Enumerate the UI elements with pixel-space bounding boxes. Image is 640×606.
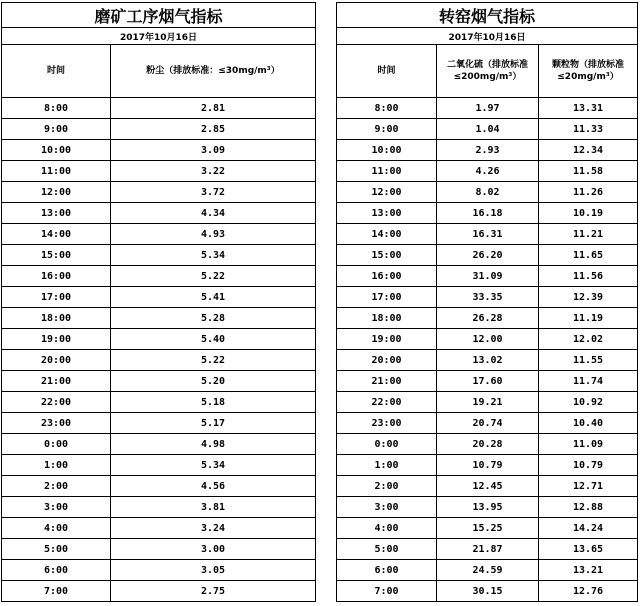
kiln-time-cell: 12:00 bbox=[337, 182, 437, 203]
kiln-time-cell: 8:00 bbox=[337, 98, 437, 119]
grinding-time-cell: 12:00 bbox=[2, 182, 111, 203]
grinding-col-dust-header: 粉尘（排放标准：≤30mg/m³） bbox=[111, 45, 316, 98]
kiln-pm-cell: 10.40 bbox=[539, 413, 638, 434]
grinding-table-row bbox=[2, 98, 316, 119]
grinding-time-cell: 19:00 bbox=[2, 329, 111, 350]
kiln-table-row bbox=[337, 308, 638, 329]
kiln-pm-cell: 11.65 bbox=[539, 245, 638, 266]
kiln-pm-cell: 11.55 bbox=[539, 350, 638, 371]
kiln-pm-cell: 11.21 bbox=[539, 224, 638, 245]
grinding-dust-cell: 2.85 bbox=[111, 119, 316, 140]
grinding-dust-cell: 4.34 bbox=[111, 203, 316, 224]
grinding-table-row bbox=[2, 518, 316, 539]
grinding-dust-cell: 5.18 bbox=[111, 392, 316, 413]
kiln-so2-cell: 12.00 bbox=[437, 329, 539, 350]
kiln-table-row bbox=[337, 350, 638, 371]
kiln-pm-cell: 11.09 bbox=[539, 434, 638, 455]
kiln-table-row bbox=[337, 329, 638, 350]
grinding-table-date: 2017年10月16日 bbox=[2, 28, 316, 45]
kiln-pm-cell: 13.65 bbox=[539, 539, 638, 560]
grinding-time-cell: 23:00 bbox=[2, 413, 111, 434]
grinding-table-row bbox=[2, 182, 316, 203]
kiln-emissions-table bbox=[336, 2, 638, 602]
grinding-time-cell: 16:00 bbox=[2, 266, 111, 287]
grinding-time-cell: 17:00 bbox=[2, 287, 111, 308]
kiln-pm-cell: 11.56 bbox=[539, 266, 638, 287]
grinding-table-row bbox=[2, 392, 316, 413]
kiln-so2-cell: 26.20 bbox=[437, 245, 539, 266]
grinding-table-row bbox=[2, 350, 316, 371]
kiln-pm-cell: 10.92 bbox=[539, 392, 638, 413]
grinding-table-row bbox=[2, 329, 316, 350]
grinding-table-row bbox=[2, 287, 316, 308]
kiln-so2-cell: 17.60 bbox=[437, 371, 539, 392]
kiln-table-title: 转窑烟气指标 bbox=[337, 3, 638, 28]
kiln-table-row bbox=[337, 287, 638, 308]
grinding-table-row bbox=[2, 413, 316, 434]
grinding-time-cell: 0:00 bbox=[2, 434, 111, 455]
grinding-time-cell: 1:00 bbox=[2, 455, 111, 476]
kiln-table-row bbox=[337, 119, 638, 140]
kiln-pm-cell: 12.71 bbox=[539, 476, 638, 497]
kiln-pm-cell: 10.79 bbox=[539, 455, 638, 476]
kiln-so2-cell: 33.35 bbox=[437, 287, 539, 308]
kiln-time-cell: 10:00 bbox=[337, 140, 437, 161]
grinding-dust-cell: 5.22 bbox=[111, 266, 316, 287]
kiln-so2-cell: 16.31 bbox=[437, 224, 539, 245]
kiln-time-cell: 19:00 bbox=[337, 329, 437, 350]
grinding-time-cell: 11:00 bbox=[2, 161, 111, 182]
kiln-time-cell: 20:00 bbox=[337, 350, 437, 371]
grinding-time-cell: 14:00 bbox=[2, 224, 111, 245]
grinding-time-cell: 13:00 bbox=[2, 203, 111, 224]
kiln-so2-cell: 20.74 bbox=[437, 413, 539, 434]
grinding-time-cell: 2:00 bbox=[2, 476, 111, 497]
grinding-time-cell: 7:00 bbox=[2, 581, 111, 602]
kiln-so2-cell: 30.15 bbox=[437, 581, 539, 602]
kiln-table-row bbox=[337, 560, 638, 581]
grinding-table-row bbox=[2, 560, 316, 581]
kiln-so2-cell: 21.87 bbox=[437, 539, 539, 560]
grinding-time-cell: 22:00 bbox=[2, 392, 111, 413]
grinding-table-row bbox=[2, 476, 316, 497]
grinding-dust-cell: 3.09 bbox=[111, 140, 316, 161]
kiln-so2-cell: 10.79 bbox=[437, 455, 539, 476]
kiln-pm-cell: 13.31 bbox=[539, 98, 638, 119]
kiln-time-cell: 2:00 bbox=[337, 476, 437, 497]
kiln-so2-cell: 19.21 bbox=[437, 392, 539, 413]
kiln-col-pm-header: 颗粒物（排放标准≤20mg/m³） bbox=[539, 45, 638, 98]
kiln-so2-cell: 1.97 bbox=[437, 98, 539, 119]
grinding-table-row bbox=[2, 539, 316, 560]
grinding-table-row bbox=[2, 224, 316, 245]
grinding-time-cell: 6:00 bbox=[2, 560, 111, 581]
grinding-time-cell: 5:00 bbox=[2, 539, 111, 560]
grinding-table-row bbox=[2, 371, 316, 392]
grinding-dust-cell: 5.34 bbox=[111, 455, 316, 476]
grinding-table-row bbox=[2, 203, 316, 224]
kiln-pm-cell: 12.39 bbox=[539, 287, 638, 308]
grinding-time-cell: 8:00 bbox=[2, 98, 111, 119]
kiln-table-row bbox=[337, 392, 638, 413]
grinding-time-cell: 15:00 bbox=[2, 245, 111, 266]
grinding-time-cell: 18:00 bbox=[2, 308, 111, 329]
grinding-table-row bbox=[2, 266, 316, 287]
kiln-table-row bbox=[337, 371, 638, 392]
kiln-pm-cell: 11.33 bbox=[539, 119, 638, 140]
kiln-time-cell: 16:00 bbox=[337, 266, 437, 287]
kiln-pm-cell: 10.19 bbox=[539, 203, 638, 224]
kiln-so2-cell: 31.09 bbox=[437, 266, 539, 287]
kiln-so2-cell: 24.59 bbox=[437, 560, 539, 581]
kiln-col-so2-header: 二氧化硫（排放标准≤200mg/m³） bbox=[437, 45, 539, 98]
kiln-table-row bbox=[337, 539, 638, 560]
kiln-table-row bbox=[337, 518, 638, 539]
kiln-table-row bbox=[337, 581, 638, 602]
grinding-table-row bbox=[2, 140, 316, 161]
grinding-dust-cell: 5.28 bbox=[111, 308, 316, 329]
kiln-time-cell: 13:00 bbox=[337, 203, 437, 224]
grinding-dust-cell: 5.20 bbox=[111, 371, 316, 392]
kiln-pm-cell: 12.76 bbox=[539, 581, 638, 602]
kiln-table-row bbox=[337, 434, 638, 455]
grinding-time-cell: 10:00 bbox=[2, 140, 111, 161]
kiln-table-row bbox=[337, 455, 638, 476]
kiln-table-row bbox=[337, 98, 638, 119]
kiln-pm-cell: 12.02 bbox=[539, 329, 638, 350]
kiln-so2-cell: 20.28 bbox=[437, 434, 539, 455]
kiln-time-cell: 23:00 bbox=[337, 413, 437, 434]
kiln-so2-cell: 15.25 bbox=[437, 518, 539, 539]
grinding-time-cell: 3:00 bbox=[2, 497, 111, 518]
kiln-table-row bbox=[337, 266, 638, 287]
kiln-time-cell: 18:00 bbox=[337, 308, 437, 329]
kiln-time-cell: 9:00 bbox=[337, 119, 437, 140]
grinding-dust-cell: 4.93 bbox=[111, 224, 316, 245]
kiln-table-row bbox=[337, 182, 638, 203]
grinding-table-row bbox=[2, 497, 316, 518]
kiln-so2-cell: 13.95 bbox=[437, 497, 539, 518]
grinding-emissions-table bbox=[1, 2, 316, 602]
grinding-table-row bbox=[2, 434, 316, 455]
kiln-time-cell: 22:00 bbox=[337, 392, 437, 413]
kiln-table-row bbox=[337, 476, 638, 497]
kiln-so2-cell: 2.93 bbox=[437, 140, 539, 161]
grinding-table-row bbox=[2, 308, 316, 329]
kiln-so2-cell: 26.28 bbox=[437, 308, 539, 329]
kiln-table-date: 2017年10月16日 bbox=[337, 28, 638, 45]
grinding-dust-cell: 5.17 bbox=[111, 413, 316, 434]
grinding-col-time-header: 时间 bbox=[2, 45, 111, 98]
kiln-time-cell: 0:00 bbox=[337, 434, 437, 455]
grinding-table-row bbox=[2, 245, 316, 266]
grinding-time-cell: 20:00 bbox=[2, 350, 111, 371]
kiln-time-cell: 17:00 bbox=[337, 287, 437, 308]
grinding-dust-cell: 2.81 bbox=[111, 98, 316, 119]
grinding-table-row bbox=[2, 119, 316, 140]
kiln-table-row bbox=[337, 245, 638, 266]
kiln-col-time-header: 时间 bbox=[337, 45, 437, 98]
kiln-pm-cell: 11.19 bbox=[539, 308, 638, 329]
grinding-dust-cell: 5.34 bbox=[111, 245, 316, 266]
grinding-dust-cell: 3.00 bbox=[111, 539, 316, 560]
kiln-pm-cell: 12.88 bbox=[539, 497, 638, 518]
grinding-dust-cell: 3.81 bbox=[111, 497, 316, 518]
kiln-table-row bbox=[337, 224, 638, 245]
grinding-time-cell: 4:00 bbox=[2, 518, 111, 539]
kiln-pm-cell: 13.21 bbox=[539, 560, 638, 581]
grinding-dust-cell: 3.24 bbox=[111, 518, 316, 539]
grinding-time-cell: 21:00 bbox=[2, 371, 111, 392]
kiln-so2-cell: 8.02 bbox=[437, 182, 539, 203]
grinding-table-title: 磨矿工序烟气指标 bbox=[2, 3, 316, 28]
grinding-dust-cell: 2.75 bbox=[111, 581, 316, 602]
kiln-table-row bbox=[337, 497, 638, 518]
kiln-time-cell: 6:00 bbox=[337, 560, 437, 581]
grinding-time-cell: 9:00 bbox=[2, 119, 111, 140]
kiln-so2-cell: 12.45 bbox=[437, 476, 539, 497]
kiln-pm-cell: 11.58 bbox=[539, 161, 638, 182]
grinding-dust-cell: 3.22 bbox=[111, 161, 316, 182]
kiln-time-cell: 15:00 bbox=[337, 245, 437, 266]
kiln-time-cell: 3:00 bbox=[337, 497, 437, 518]
kiln-so2-cell: 16.18 bbox=[437, 203, 539, 224]
kiln-table-row bbox=[337, 413, 638, 434]
grinding-dust-cell: 4.98 bbox=[111, 434, 316, 455]
kiln-so2-cell: 1.04 bbox=[437, 119, 539, 140]
kiln-pm-cell: 11.74 bbox=[539, 371, 638, 392]
kiln-table-row bbox=[337, 140, 638, 161]
grinding-dust-cell: 5.22 bbox=[111, 350, 316, 371]
kiln-table-row bbox=[337, 161, 638, 182]
grinding-dust-cell: 5.41 bbox=[111, 287, 316, 308]
kiln-pm-cell: 12.34 bbox=[539, 140, 638, 161]
grinding-table-row bbox=[2, 161, 316, 182]
kiln-so2-cell: 4.26 bbox=[437, 161, 539, 182]
kiln-time-cell: 1:00 bbox=[337, 455, 437, 476]
grinding-table-row bbox=[2, 581, 316, 602]
kiln-time-cell: 11:00 bbox=[337, 161, 437, 182]
kiln-pm-cell: 14.24 bbox=[539, 518, 638, 539]
kiln-time-cell: 5:00 bbox=[337, 539, 437, 560]
kiln-time-cell: 4:00 bbox=[337, 518, 437, 539]
grinding-dust-cell: 3.72 bbox=[111, 182, 316, 203]
grinding-table-row bbox=[2, 455, 316, 476]
kiln-time-cell: 21:00 bbox=[337, 371, 437, 392]
grinding-dust-cell: 4.56 bbox=[111, 476, 316, 497]
grinding-dust-cell: 3.05 bbox=[111, 560, 316, 581]
kiln-time-cell: 14:00 bbox=[337, 224, 437, 245]
kiln-pm-cell: 11.26 bbox=[539, 182, 638, 203]
kiln-time-cell: 7:00 bbox=[337, 581, 437, 602]
grinding-dust-cell: 5.40 bbox=[111, 329, 316, 350]
kiln-table-row bbox=[337, 203, 638, 224]
kiln-so2-cell: 13.02 bbox=[437, 350, 539, 371]
